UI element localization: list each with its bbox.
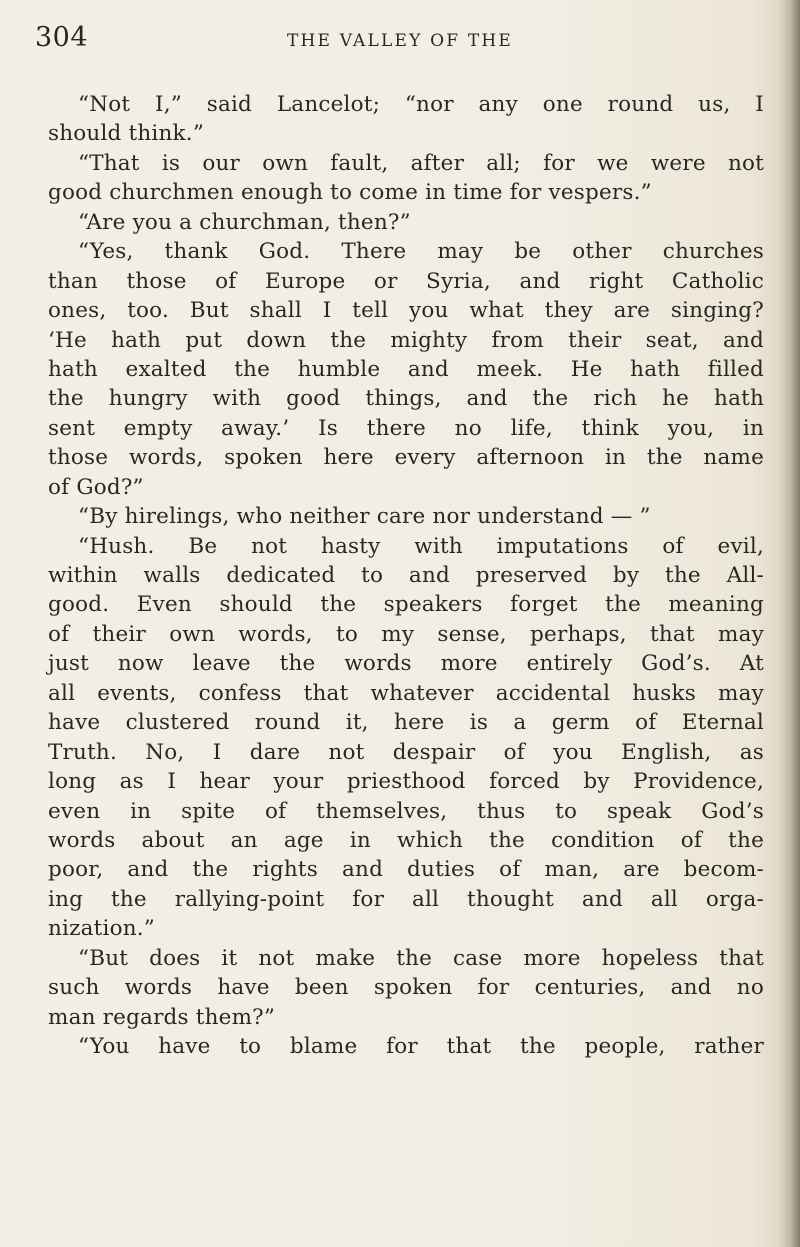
text-line: “Not I,” said Lancelot; “nor any one round us, I [78, 92, 764, 117]
page-number: 304 [35, 22, 89, 53]
text-line: good churchmen enough to come in time for vespers.” [48, 180, 652, 206]
text-line: “You have to blame for that the people, rather [78, 1034, 764, 1059]
text-line: such words have been spoken for centuries, and no [48, 975, 764, 1001]
text-line: nization.” [48, 916, 156, 942]
text-line: within walls dedicated to and preserved by the All- [48, 563, 764, 588]
text-line: ‘He hath put down the mighty from their seat, and [48, 327, 764, 353]
text-line: of God?” [48, 474, 144, 500]
text-line: man regards them?” [48, 1004, 276, 1030]
text-line: “Yes, thank God. There may be other churches [78, 239, 764, 265]
text-line: the hungry with good things, and the rich he hath [48, 386, 764, 412]
text-line: hath exalted the humble and meek. He hath filled [48, 356, 764, 382]
text-line: “Hush. Be not hasty with imputations of evil, [78, 533, 764, 559]
text-line: good. Even should the speakers forget the meaning [48, 592, 764, 618]
text-line: “By hirelings, who neither care nor understand — ” [78, 504, 651, 530]
text-line: just now leave the words more entirely God’s. At [48, 651, 764, 677]
text-line: even in spite of themselves, thus to speak God’s [48, 798, 764, 824]
text-line: “That is our own fault, after all; for we were not [78, 150, 764, 176]
text-line: “Are you a churchman, then?” [78, 209, 411, 235]
text-line: those words, spoken here every afternoon in the name [48, 445, 764, 471]
text-line: ing the rallying-point for all thought and all orga- [48, 886, 764, 912]
text-line: ones, too. But shall I tell you what they are singing? [48, 298, 764, 324]
body-text [48, 90, 764, 1061]
text-line: than those of Europe or Syria, and right Catholic [48, 268, 764, 294]
text-line: words about an age in which the condition of the [48, 827, 764, 853]
running-head: THE VALLEY OF THE [286, 31, 514, 51]
text-line: have clustered round it, here is a germ of Eternal [48, 710, 764, 736]
text-line: poor, and the rights and duties of man, are becom- [48, 857, 764, 883]
text-line: should think.” [48, 121, 205, 147]
text-line: sent empty away.’ Is there no life, think you, in [48, 415, 764, 441]
page-edge-shadow [778, 0, 800, 1247]
text-line: all events, confess that whatever accidental husks may [48, 680, 764, 706]
text-line: long as I hear your priesthood forced by Providence, [48, 769, 764, 795]
text-line: “But does it not make the case more hopeless that [78, 945, 764, 971]
text-line: of their own words, to my sense, perhaps, that may [48, 621, 764, 647]
text-line: Truth. No, I dare not despair of you English, as [48, 739, 764, 765]
